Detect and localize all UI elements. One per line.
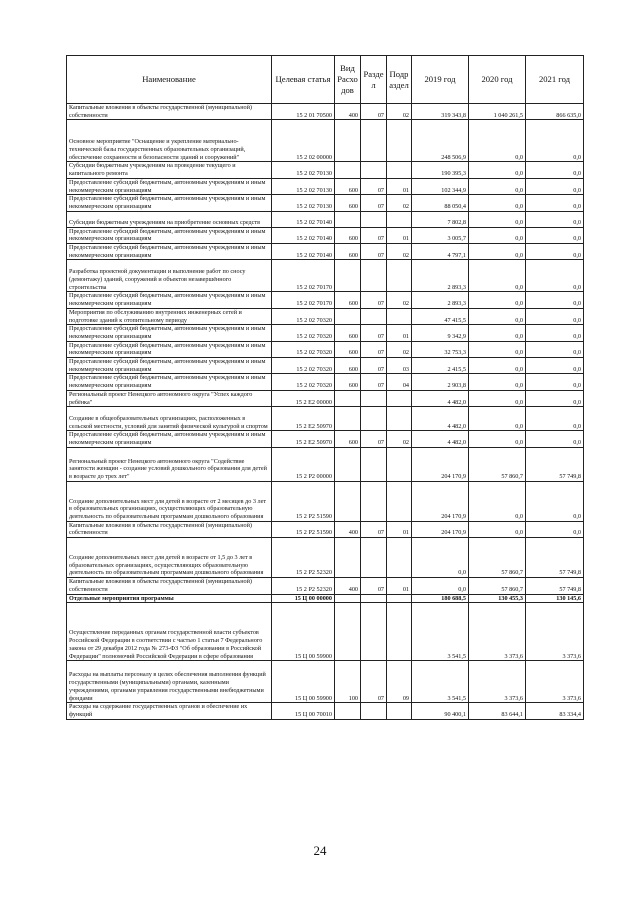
row-2019: 0,0 (412, 578, 469, 594)
row-expense-type: 600 (335, 325, 361, 341)
row-expense-type: 400 (335, 104, 361, 120)
row-2020: 0,0 (469, 227, 526, 243)
row-2021: 0,0 (526, 120, 584, 162)
row-target-article: 15 2 02 70320 (272, 358, 335, 374)
row-section (361, 211, 387, 227)
row-subsection: 02 (387, 292, 412, 308)
table-row (67, 447, 584, 481)
row-2020: 0,0 (469, 341, 526, 357)
row-target-article: 15 2 02 70320 (272, 374, 335, 390)
row-section (361, 260, 387, 292)
table-row (67, 162, 584, 178)
row-2020: 0,0 (469, 244, 526, 260)
row-expense-type (335, 538, 361, 578)
row-section (361, 481, 387, 521)
row-target-article: 15 2 P2 00000 (272, 447, 335, 481)
row-target-article: 15 2 02 70140 (272, 244, 335, 260)
row-2021: 0,0 (526, 407, 584, 431)
row-2020: 3 373,6 (469, 603, 526, 661)
row-2021: 0,0 (526, 325, 584, 341)
table-header-row (67, 56, 584, 104)
row-2020: 0,0 (469, 481, 526, 521)
row-2020: 0,0 (469, 195, 526, 211)
row-2020: 0,0 (469, 308, 526, 324)
row-target-article: 15 2 02 00000 (272, 120, 335, 162)
row-target-article: 15 2 02 70130 (272, 162, 335, 178)
table-row (67, 603, 584, 661)
row-2021: 57 749,8 (526, 578, 584, 594)
row-target-article: 15 2 P2 51590 (272, 481, 335, 521)
row-name: Предоставление субсидий бюджетным, автономным учреждениям и иным некоммерческим организациям (67, 431, 272, 447)
row-2021: 0,0 (526, 341, 584, 357)
row-2020: 0,0 (469, 521, 526, 537)
row-expense-type: 600 (335, 374, 361, 390)
row-subsection: 02 (387, 431, 412, 447)
row-name: Мероприятия по обслуживанию внутренних инженерных сетей и подготовке зданий к отопительному периоду (67, 308, 272, 324)
row-subsection: 01 (387, 227, 412, 243)
row-2021: 0,0 (526, 195, 584, 211)
row-expense-type: 400 (335, 521, 361, 537)
row-section: 07 (361, 292, 387, 308)
row-section: 07 (361, 195, 387, 211)
row-expense-type (335, 447, 361, 481)
row-target-article: 15 2 02 70320 (272, 308, 335, 324)
row-target-article: 15 2 02 70170 (272, 260, 335, 292)
row-name: Основное мероприятие "Оснащение и укрепление материально-технической базы государственных образовательных организаций, обеспечение сохранности и безопасности зданий и сооружений" (67, 120, 272, 162)
row-expense-type: 400 (335, 578, 361, 594)
row-target-article: 15 2 02 70170 (272, 292, 335, 308)
row-2021: 0,0 (526, 390, 584, 406)
row-2021: 866 635,0 (526, 104, 584, 120)
table-row (67, 390, 584, 406)
row-section (361, 447, 387, 481)
row-2020: 0,0 (469, 162, 526, 178)
row-name: Создание в общеобразовательных организациях, расположенных в сельской местности, условий для занятий физической культурой и спортом (67, 407, 272, 431)
row-name: Капитальные вложения в объекты государственной (муниципальной) собственности (67, 521, 272, 537)
row-name: Отдельные мероприятия программы (67, 594, 272, 603)
row-2019: 2 893,3 (412, 292, 469, 308)
row-2020: 1 040 261,5 (469, 104, 526, 120)
row-name: Расходы на выплаты персоналу в целях обеспечения выполнения функций государственными (муниципальными) органами, казенными учреждениями, органами управления государственными внебюджетными фондами (67, 661, 272, 703)
row-section (361, 407, 387, 431)
row-section: 07 (361, 374, 387, 390)
table-row (67, 260, 584, 292)
row-expense-type (335, 407, 361, 431)
row-expense-type (335, 594, 361, 603)
row-expense-type: 100 (335, 661, 361, 703)
row-2019: 190 395,3 (412, 162, 469, 178)
header-2019: 2019 год (412, 56, 469, 104)
row-expense-type (335, 603, 361, 661)
row-name: Предоставление субсидий бюджетным, автономным учреждениям и иным некоммерческим организациям (67, 178, 272, 194)
row-subsection (387, 211, 412, 227)
table-row (67, 521, 584, 537)
row-2021: 3 373,6 (526, 661, 584, 703)
row-section: 07 (361, 661, 387, 703)
row-subsection (387, 538, 412, 578)
row-name: Субсидии бюджетным учреждениям на проведение текущего и капитального ремонта (67, 162, 272, 178)
row-2019: 319 343,8 (412, 104, 469, 120)
row-2021: 0,0 (526, 481, 584, 521)
row-subsection (387, 703, 412, 719)
row-name: Осуществление переданных органам государственной власти субъектов Российской Федерации в соответствии с частью 1 статьи 7 Федерального закона от 29 декабря 2012 года № 273-ФЗ "Об образовании в Российской Федерации" полномочий Российской Федерации в сфере образования (67, 603, 272, 661)
row-2020: 0,0 (469, 407, 526, 431)
row-section: 07 (361, 104, 387, 120)
row-expense-type (335, 260, 361, 292)
row-2019: 4 482,0 (412, 407, 469, 431)
row-section (361, 162, 387, 178)
row-target-article: 15 2 E2 50970 (272, 431, 335, 447)
row-subsection (387, 162, 412, 178)
row-expense-type: 600 (335, 431, 361, 447)
row-2021: 0,0 (526, 178, 584, 194)
row-name: Расходы на содержание государственных органов и обеспечение их функций (67, 703, 272, 719)
row-target-article: 15 2 P2 52320 (272, 538, 335, 578)
row-2021: 57 749,8 (526, 447, 584, 481)
header-expense-type: Вид Расхо дов (335, 56, 361, 104)
row-2019: 204 170,9 (412, 447, 469, 481)
row-2019: 4 482,0 (412, 431, 469, 447)
table-row (67, 594, 584, 603)
row-expense-type: 600 (335, 178, 361, 194)
row-2021: 0,0 (526, 308, 584, 324)
row-target-article: 15 Ц 00 59900 (272, 603, 335, 661)
row-target-article: 15 Ц 00 70010 (272, 703, 335, 719)
row-target-article: 15 Ц 00 59900 (272, 661, 335, 703)
row-2021: 0,0 (526, 431, 584, 447)
row-2021: 57 749,8 (526, 538, 584, 578)
row-2019: 47 415,5 (412, 308, 469, 324)
table-row (67, 195, 584, 211)
row-2019: 4 797,1 (412, 244, 469, 260)
row-2019: 90 400,1 (412, 703, 469, 719)
row-target-article: 15 2 P2 51590 (272, 521, 335, 537)
row-target-article: 15 2 02 70320 (272, 325, 335, 341)
row-expense-type: 600 (335, 227, 361, 243)
row-section: 07 (361, 227, 387, 243)
row-target-article: 15 2 02 70320 (272, 341, 335, 357)
row-subsection: 02 (387, 104, 412, 120)
header-2021: 2021 год (526, 56, 584, 104)
row-subsection (387, 407, 412, 431)
row-2019: 7 802,8 (412, 211, 469, 227)
row-subsection (387, 260, 412, 292)
table-row (67, 325, 584, 341)
row-section (361, 390, 387, 406)
row-2021: 3 373,6 (526, 603, 584, 661)
row-target-article: 15 2 E2 00000 (272, 390, 335, 406)
row-subsection: 01 (387, 578, 412, 594)
row-name: Предоставление субсидий бюджетным, автономным учреждениям и иным некоммерческим организациям (67, 374, 272, 390)
row-2021: 83 334,4 (526, 703, 584, 719)
row-section (361, 703, 387, 719)
row-2021: 0,0 (526, 358, 584, 374)
row-2021: 0,0 (526, 292, 584, 308)
row-name: Капитальные вложения в объекты государственной (муниципальной) собственности (67, 104, 272, 120)
header-section: Разде л (361, 56, 387, 104)
row-2020: 0,0 (469, 390, 526, 406)
row-expense-type (335, 162, 361, 178)
row-subsection: 02 (387, 244, 412, 260)
table-row (67, 703, 584, 719)
row-name: Предоставление субсидий бюджетным, автономным учреждениям и иным некоммерческим организациям (67, 292, 272, 308)
row-name: Предоставление субсидий бюджетным, автономным учреждениям и иным некоммерческим организациям (67, 227, 272, 243)
row-expense-type: 600 (335, 292, 361, 308)
row-2019: 2 893,3 (412, 260, 469, 292)
row-expense-type (335, 120, 361, 162)
row-subsection: 03 (387, 358, 412, 374)
row-subsection (387, 390, 412, 406)
row-name: Создание дополнительных мест для детей в возрасте от 2 месяцев до 3 лет в образовательных организациях, осуществляющих образовательную деятельность по образовательным программам дошкольного образования (67, 481, 272, 521)
table-row (67, 578, 584, 594)
row-2019: 88 050,4 (412, 195, 469, 211)
row-section: 07 (361, 325, 387, 341)
row-name: Субсидии бюджетным учреждениям на приобретение основных средств (67, 211, 272, 227)
table-row (67, 358, 584, 374)
row-target-article: 15 2 02 70140 (272, 227, 335, 243)
row-target-article: 15 2 02 70130 (272, 195, 335, 211)
row-2019: 4 482,0 (412, 390, 469, 406)
row-2021: 0,0 (526, 374, 584, 390)
table-row (67, 341, 584, 357)
row-name: Создание дополнительных мест для детей в возрасте от 1,5 до 3 лет в образовательных организациях, осуществляющих образовательную деятельность по образовательным программам дошкольного образования (67, 538, 272, 578)
row-subsection: 09 (387, 661, 412, 703)
row-subsection: 04 (387, 374, 412, 390)
row-subsection: 02 (387, 341, 412, 357)
row-2021: 0,0 (526, 162, 584, 178)
row-section: 07 (361, 178, 387, 194)
row-2020: 0,0 (469, 211, 526, 227)
row-2019: 204 170,9 (412, 481, 469, 521)
row-2020: 0,0 (469, 374, 526, 390)
budget-table (66, 55, 584, 720)
row-section: 07 (361, 431, 387, 447)
table-row (67, 431, 584, 447)
row-subsection (387, 308, 412, 324)
row-section: 07 (361, 578, 387, 594)
row-2019: 204 170,9 (412, 521, 469, 537)
row-2020: 57 860,7 (469, 447, 526, 481)
table-row (67, 120, 584, 162)
row-2019: 2 903,8 (412, 374, 469, 390)
row-expense-type (335, 308, 361, 324)
table-row (67, 374, 584, 390)
row-target-article: 15 2 E2 50970 (272, 407, 335, 431)
row-subsection (387, 594, 412, 603)
row-2021: 0,0 (526, 521, 584, 537)
row-2020: 130 455,3 (469, 594, 526, 603)
row-target-article: 15 2 P2 52320 (272, 578, 335, 594)
row-2019: 2 415,5 (412, 358, 469, 374)
table-row (67, 538, 584, 578)
row-subsection (387, 481, 412, 521)
row-subsection (387, 120, 412, 162)
table-row (67, 244, 584, 260)
row-2021: 0,0 (526, 260, 584, 292)
row-2020: 0,0 (469, 358, 526, 374)
row-2019: 9 342,9 (412, 325, 469, 341)
row-section: 07 (361, 244, 387, 260)
row-section (361, 594, 387, 603)
row-subsection: 02 (387, 195, 412, 211)
row-2021: 0,0 (526, 211, 584, 227)
row-2020: 0,0 (469, 325, 526, 341)
row-target-article: 15 2 02 70140 (272, 211, 335, 227)
row-name: Региональный проект Ненецкого автономного округа "Успех каждого ребёнка" (67, 390, 272, 406)
row-2019: 102 344,9 (412, 178, 469, 194)
row-section: 07 (361, 341, 387, 357)
row-section (361, 308, 387, 324)
page-number: 24 (313, 843, 327, 858)
row-name: Предоставление субсидий бюджетным, автономным учреждениям и иным некоммерческим организациям (67, 244, 272, 260)
row-2021: 0,0 (526, 244, 584, 260)
row-2020: 57 860,7 (469, 538, 526, 578)
row-2020: 0,0 (469, 178, 526, 194)
row-2020: 0,0 (469, 260, 526, 292)
table-row (67, 292, 584, 308)
table-row (67, 211, 584, 227)
row-2021: 0,0 (526, 227, 584, 243)
row-2020: 57 860,7 (469, 578, 526, 594)
row-target-article: 15 2 01 70500 (272, 104, 335, 120)
row-section: 07 (361, 358, 387, 374)
row-target-article: 15 Ц 00 00000 (272, 594, 335, 603)
row-2020: 0,0 (469, 292, 526, 308)
table-row (67, 178, 584, 194)
row-subsection (387, 603, 412, 661)
row-expense-type: 600 (335, 341, 361, 357)
table-row (67, 481, 584, 521)
row-2019: 32 753,3 (412, 341, 469, 357)
table-row (67, 407, 584, 431)
table-row (67, 104, 584, 120)
row-2019: 3 541,5 (412, 603, 469, 661)
row-section (361, 603, 387, 661)
row-section (361, 120, 387, 162)
row-name: Предоставление субсидий бюджетным, автономным учреждениям и иным некоммерческим организациям (67, 358, 272, 374)
row-expense-type: 600 (335, 195, 361, 211)
row-expense-type (335, 390, 361, 406)
row-2020: 83 644,1 (469, 703, 526, 719)
row-expense-type: 600 (335, 358, 361, 374)
row-2019: 0,0 (412, 538, 469, 578)
row-subsection (387, 447, 412, 481)
table-row (67, 308, 584, 324)
row-target-article: 15 2 02 70130 (272, 178, 335, 194)
row-2019: 3 541,5 (412, 661, 469, 703)
row-subsection: 01 (387, 325, 412, 341)
row-name: Предоставление субсидий бюджетным, автономным учреждениям и иным некоммерческим организациям (67, 341, 272, 357)
row-expense-type (335, 703, 361, 719)
row-name: Предоставление субсидий бюджетным, автономным учреждениям и иным некоммерческим организациям (67, 325, 272, 341)
row-expense-type: 600 (335, 244, 361, 260)
row-name: Разработка проектной документации и выполнение работ по сносу (демонтажу) зданий, сооружений и объектов незавершённого строительства (67, 260, 272, 292)
header-name: Наименование (67, 56, 272, 104)
row-2020: 0,0 (469, 431, 526, 447)
row-name: Региональный проект Ненецкого автономного округа "Содействие занятости женщин - создание условий дошкольного образования для детей в возрасте до трех лет" (67, 447, 272, 481)
header-2020: 2020 год (469, 56, 526, 104)
table-body (67, 104, 584, 720)
row-expense-type (335, 481, 361, 521)
row-2019: 248 506,9 (412, 120, 469, 162)
row-section (361, 538, 387, 578)
row-name: Капитальные вложения в объекты государственной (муниципальной) собственности (67, 578, 272, 594)
row-2021: 130 145,6 (526, 594, 584, 603)
table-row (67, 227, 584, 243)
row-2019: 3 005,7 (412, 227, 469, 243)
header-subsection: Подр аздел (387, 56, 412, 104)
row-name: Предоставление субсидий бюджетным, автономным учреждениям и иным некоммерческим организациям (67, 195, 272, 211)
row-expense-type (335, 211, 361, 227)
row-section: 07 (361, 521, 387, 537)
row-subsection: 01 (387, 521, 412, 537)
row-2019: 180 688,5 (412, 594, 469, 603)
row-subsection: 01 (387, 178, 412, 194)
header-target-article: Целевая статья (272, 56, 335, 104)
row-2020: 0,0 (469, 120, 526, 162)
table-row (67, 661, 584, 703)
row-2020: 3 373,6 (469, 661, 526, 703)
